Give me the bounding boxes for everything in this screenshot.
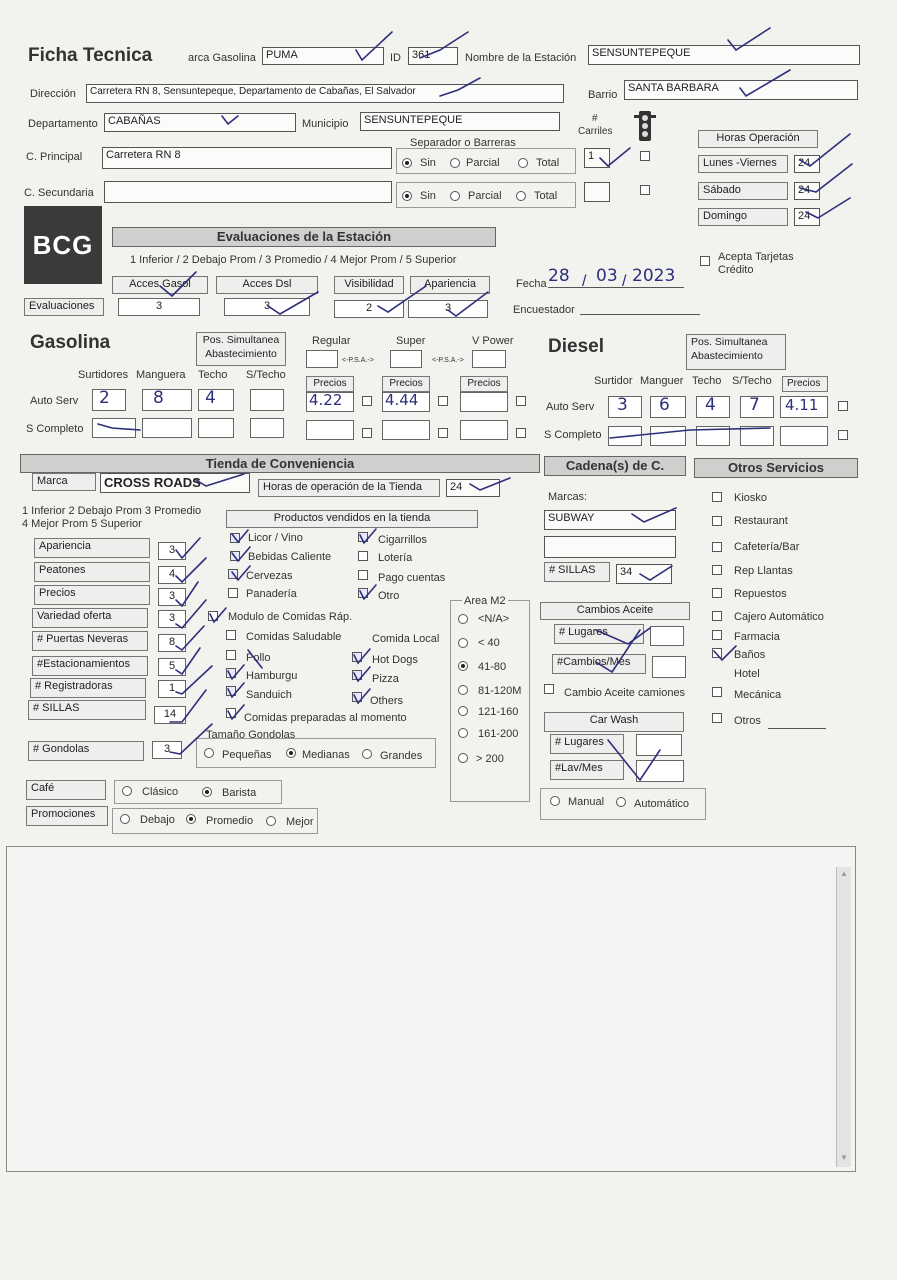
area-200-radio[interactable] bbox=[458, 753, 468, 763]
carriles-secundaria-field[interactable] bbox=[584, 182, 610, 202]
area-40-radio[interactable] bbox=[458, 638, 468, 648]
fecha-sep-2: / bbox=[622, 273, 627, 290]
notes-scrollbar[interactable] bbox=[836, 867, 851, 1167]
srv-hotel-label: Hotel bbox=[734, 668, 760, 680]
food-hotdogs-label: Hot Dogs bbox=[372, 654, 418, 666]
cadena-sillas-label: # SILLAS bbox=[544, 562, 610, 582]
rating-variedad-select[interactable]: 3 bbox=[158, 610, 186, 628]
horas-dom-field[interactable]: 24 bbox=[794, 208, 820, 226]
rating-puertas-label: # Puertas Neveras bbox=[32, 631, 148, 651]
promo-debajo-radio[interactable] bbox=[120, 814, 130, 824]
gas-comp-regular-checkbox[interactable] bbox=[362, 428, 372, 438]
carwash-manual-label: Manual bbox=[568, 796, 605, 808]
srv-banos-label: Baños bbox=[734, 649, 766, 661]
tienda-horas-label: Horas de operación de la Tienda bbox=[258, 479, 440, 497]
area-41-80-radio[interactable] bbox=[458, 661, 468, 671]
secundaria-field[interactable] bbox=[104, 181, 392, 203]
eval-col-acces-gasol: Acces Gasol bbox=[112, 276, 208, 294]
gasolina-regular: Regular bbox=[312, 335, 351, 347]
area-161-200-radio[interactable] bbox=[458, 728, 468, 738]
rating-registradoras-label: # Registradoras bbox=[30, 678, 146, 698]
prod-pago-checkbox[interactable] bbox=[358, 570, 368, 580]
gas-auto-techo-field[interactable] bbox=[198, 389, 234, 411]
rating-peatones-select[interactable]: 4 bbox=[158, 566, 186, 584]
food-hotdogs-checkbox[interactable] bbox=[352, 652, 362, 662]
srv-otros-field[interactable] bbox=[768, 728, 826, 729]
area-opt-41-80: 41-80 bbox=[478, 661, 507, 673]
dsl-auto-surtidor-field[interactable] bbox=[608, 396, 642, 418]
srv-repuestos-label: Repuestos bbox=[734, 588, 787, 600]
cafe-barista-label: Barista bbox=[222, 787, 257, 799]
carwash-lav-label: #Lav/Mes bbox=[550, 760, 624, 780]
fecha-anio[interactable]: 2023 bbox=[632, 266, 676, 286]
eval-apariencia-select[interactable]: 3 bbox=[408, 300, 488, 318]
srv-repuestos-checkbox[interactable] bbox=[712, 588, 722, 598]
carwash-lav-field[interactable] bbox=[636, 760, 684, 782]
dsl-auto-stecho-field[interactable] bbox=[740, 396, 774, 418]
rating-variedad-label: Variedad oferta bbox=[32, 608, 148, 628]
prod-licor-checkbox[interactable] bbox=[230, 533, 240, 543]
rating-estacionamientos-label: #Estacionamientos bbox=[32, 656, 148, 676]
carriles-label: Carriles bbox=[578, 126, 613, 137]
horas-sab-field[interactable]: 24 bbox=[794, 182, 820, 200]
food-pizza-checkbox[interactable] bbox=[352, 670, 362, 680]
tamano-grandes-label: Grandes bbox=[380, 750, 423, 762]
principal-field[interactable]: Carretera RN 8 bbox=[102, 147, 392, 169]
municipio-field[interactable]: SENSUNTEPEQUE bbox=[360, 112, 560, 131]
dsl-comp-surtidor[interactable] bbox=[608, 426, 642, 446]
area-opt-161-200: 161-200 bbox=[478, 728, 519, 740]
carwash-lugares-label: # Lugares bbox=[550, 734, 624, 754]
cafe-barista-radio[interactable] bbox=[202, 787, 212, 797]
gasolina-vpower: V Power bbox=[472, 335, 514, 347]
tienda-title: Tienda de Conveniencia bbox=[20, 454, 540, 473]
tamano-pequenas-label: Pequeñas bbox=[222, 749, 272, 761]
rating-precios-label: Precios bbox=[34, 585, 150, 605]
comidas-saludable-checkbox[interactable] bbox=[226, 630, 236, 640]
estacion-label: Nombre de la Estación bbox=[465, 52, 577, 64]
dsl-col-manguer: Manguer bbox=[640, 375, 684, 387]
gas-comp-vpower-checkbox[interactable] bbox=[516, 428, 526, 438]
evaluaciones-scale: 1 Inferior / 2 Debajo Prom / 3 Promedio / 4 Mejor Prom / 5 Superior bbox=[130, 254, 457, 266]
scroll-up-icon[interactable]: ▲ bbox=[840, 869, 848, 878]
promo-label: Promociones bbox=[26, 806, 108, 826]
precios-regular-label: Precios bbox=[306, 376, 354, 392]
aceite-camiones-checkbox[interactable] bbox=[544, 684, 554, 694]
gas-auto-manguera-value: 8 bbox=[153, 388, 164, 408]
dsl-auto-surtidor-value: 3 bbox=[617, 395, 628, 415]
encuestador-field[interactable] bbox=[580, 314, 700, 315]
gas-precio-vpower-checkbox[interactable] bbox=[516, 396, 526, 406]
psa-vpower-field[interactable] bbox=[472, 350, 506, 368]
rating-apariencia-label: Apariencia bbox=[34, 538, 150, 558]
food-others-label: Others bbox=[370, 695, 404, 707]
area-121-160-radio[interactable] bbox=[458, 706, 468, 716]
promo-promedio-label: Promedio bbox=[206, 815, 254, 827]
rating-puertas-field[interactable]: 8 bbox=[158, 634, 186, 652]
tarjetas-label: Acepta Tarjetas Crédito bbox=[718, 251, 794, 276]
gas-auto-surtidores-value: 2 bbox=[99, 388, 110, 408]
prod-panaderia-label: Panadería bbox=[246, 588, 297, 600]
aceite-camiones-label: Cambio Aceite camiones bbox=[564, 687, 686, 699]
rating-sillas-field[interactable]: 14 bbox=[154, 706, 186, 724]
srv-farmacia-checkbox[interactable] bbox=[712, 630, 722, 640]
tarjetas-checkbox[interactable] bbox=[700, 256, 710, 266]
srv-kiosko-label: Kiosko bbox=[734, 492, 768, 504]
prod-bebidas-checkbox[interactable] bbox=[230, 551, 240, 561]
eval-col-apariencia: Apariencia bbox=[410, 276, 490, 294]
prod-pago-label: Pago cuentas bbox=[378, 572, 446, 584]
comidas-rapidas-checkbox[interactable] bbox=[208, 611, 218, 621]
dsl-comp-techo[interactable] bbox=[696, 426, 730, 446]
srv-otros-label: Otros bbox=[734, 715, 761, 727]
estacion-field[interactable]: SENSUNTEPEQUE bbox=[588, 45, 860, 65]
gas-col-manguera: Manguera bbox=[136, 369, 186, 381]
prod-cigarrillos-label: Cigarrillos bbox=[378, 534, 427, 546]
sep-principal-parcial-radio[interactable] bbox=[450, 158, 460, 168]
principal-label: C. Principal bbox=[26, 151, 83, 163]
cafe-group bbox=[114, 780, 282, 804]
marca-label: arca Gasolina bbox=[188, 52, 256, 64]
prod-panaderia-checkbox[interactable] bbox=[228, 588, 238, 598]
gas-col-techo: Techo bbox=[198, 369, 228, 381]
gas-col-surtidores: Surtidores bbox=[78, 369, 129, 381]
srv-cafeteria-label: Cafetería/Bar bbox=[734, 541, 800, 553]
id-field[interactable]: 361 bbox=[408, 47, 458, 65]
rating-sillas-label: # SILLAS bbox=[28, 700, 146, 720]
marca-field[interactable]: PUMA bbox=[262, 47, 384, 65]
srv-llantas-checkbox[interactable] bbox=[712, 565, 722, 575]
psa-regular-field[interactable] bbox=[306, 350, 338, 368]
gas-comp-super-checkbox[interactable] bbox=[438, 428, 448, 438]
gas-comp-precio-regular[interactable] bbox=[306, 420, 354, 440]
encuestador-label: Encuestador bbox=[513, 304, 575, 316]
cafe-clasico-radio[interactable] bbox=[122, 786, 132, 796]
fecha-dia[interactable]: 28 bbox=[548, 266, 570, 286]
page-title: Ficha Tecnica bbox=[28, 45, 153, 66]
dsl-completo-label: S Completo bbox=[544, 429, 602, 441]
food-hamburgu-label: Hamburgu bbox=[246, 670, 298, 682]
srv-farmacia-label: Farmacia bbox=[734, 631, 780, 643]
dsl-precio-value: 4.11 bbox=[785, 396, 819, 414]
diesel-title: Diesel bbox=[548, 336, 604, 357]
dsl-auto-label: Auto Serv bbox=[546, 401, 595, 413]
srv-restaurant-checkbox[interactable] bbox=[712, 516, 722, 526]
gas-precio-super-checkbox[interactable] bbox=[438, 396, 448, 406]
preparadas-checkbox[interactable] bbox=[226, 708, 236, 718]
comidas-saludable-label: Comidas Saludable bbox=[246, 631, 342, 643]
departamento-field[interactable]: CABAÑAS bbox=[104, 113, 296, 132]
area-81-120-radio[interactable] bbox=[458, 685, 468, 695]
dsl-auto-manguer-field[interactable] bbox=[650, 396, 686, 418]
srv-otros-checkbox[interactable] bbox=[712, 713, 722, 723]
evaluaciones-label: Evaluaciones bbox=[24, 298, 104, 316]
promo-mejor-radio[interactable] bbox=[266, 816, 276, 826]
rating-peatones-label: Peatones bbox=[34, 562, 150, 582]
comidas-rapidas-label: Modulo de Comidas Ráp. bbox=[228, 611, 353, 623]
food-pollo-label: Pollo bbox=[246, 652, 271, 664]
area-opt-121-160: 121-160 bbox=[478, 706, 519, 718]
prod-bebidas-label: Bebidas Caliente bbox=[248, 551, 332, 563]
gas-comp-precio-super[interactable] bbox=[382, 420, 430, 440]
carriles-hash: # bbox=[592, 113, 598, 124]
tamano-pequenas-radio[interactable] bbox=[204, 748, 214, 758]
dsl-comp-precio[interactable] bbox=[780, 426, 828, 446]
notes-textarea[interactable] bbox=[6, 846, 856, 1172]
tienda-marca-field[interactable]: CROSS ROADS bbox=[100, 473, 250, 493]
cadena-marca1-field[interactable]: SUBWAY bbox=[544, 510, 676, 530]
gasolina-super: Super bbox=[396, 335, 426, 347]
food-others-checkbox[interactable] bbox=[352, 692, 362, 702]
food-hamburgu-checkbox[interactable] bbox=[226, 668, 236, 678]
gondolas-label: # Gondolas bbox=[28, 741, 144, 761]
srv-llantas-label: Rep Llantas bbox=[734, 565, 793, 577]
gas-comp-manguera-field[interactable] bbox=[142, 418, 192, 438]
gondolas-field[interactable]: 3 bbox=[152, 741, 182, 759]
sep-secundaria-sin-radio[interactable] bbox=[402, 191, 412, 201]
area-opt-200: > 200 bbox=[476, 753, 504, 765]
dsl-col-techo: Techo bbox=[692, 375, 722, 387]
dsl-comp-checkbox[interactable] bbox=[838, 430, 848, 440]
principal-semaforo-checkbox[interactable] bbox=[640, 151, 650, 161]
sep-principal-total-radio[interactable] bbox=[518, 158, 528, 168]
prod-cervezas-checkbox[interactable] bbox=[228, 569, 238, 579]
sep-secundaria-total-radio[interactable] bbox=[516, 191, 526, 201]
eval-acces-dsl-select[interactable]: 3 bbox=[224, 298, 310, 316]
tamano-title: Tamaño Gondolas bbox=[206, 729, 296, 741]
area-opt-81-120: 81-120M bbox=[478, 685, 522, 697]
srv-cajero-label: Cajero Automático bbox=[734, 611, 824, 623]
tamano-medianas-label: Medianas bbox=[302, 749, 350, 761]
carwash-manual-radio[interactable] bbox=[550, 796, 560, 806]
cadena-sillas-field[interactable]: 34 bbox=[616, 564, 672, 584]
area-title: Area M2 bbox=[464, 595, 506, 607]
cafe-clasico-label: Clásico bbox=[142, 786, 179, 798]
gas-auto-label: Auto Serv bbox=[30, 395, 79, 407]
area-group bbox=[450, 600, 530, 802]
tamano-medianas-radio[interactable] bbox=[286, 748, 296, 758]
carwash-lugares-field[interactable] bbox=[636, 734, 682, 756]
area-na-radio[interactable] bbox=[458, 614, 468, 624]
gas-auto-techo-value: 4 bbox=[205, 388, 216, 408]
tienda-scale-1: 1 Inferior 2 Debajo Prom 3 Promedio bbox=[22, 505, 202, 517]
direccion-field[interactable]: Carretera RN 8, Sensuntepeque, Departamento de Cabañas, El Salvador bbox=[86, 84, 564, 103]
srv-mecanica-label: Mecánica bbox=[734, 689, 782, 701]
evaluaciones-title: Evaluaciones de la Estación bbox=[112, 227, 496, 247]
aceite-cambios-label: #Cambios/Mes bbox=[552, 654, 646, 674]
cadena-marca2-field[interactable] bbox=[544, 536, 676, 558]
srv-kiosko-checkbox[interactable] bbox=[712, 492, 722, 502]
barrio-label: Barrio bbox=[588, 89, 618, 101]
gas-comp-surtidores-field[interactable] bbox=[92, 418, 136, 438]
srv-restaurant-label: Restaurant bbox=[734, 515, 788, 527]
precios-vpower-label: Precios bbox=[460, 376, 508, 392]
direccion-label: Dirección bbox=[30, 88, 76, 100]
dsl-auto-techo-value: 4 bbox=[705, 395, 716, 415]
servicios-title: Otros Servicios bbox=[694, 458, 858, 478]
eval-visibilidad-select[interactable]: 2 bbox=[334, 300, 404, 318]
horas-dom-label: Domingo bbox=[698, 208, 788, 226]
sep-secundaria-parcial-radio[interactable] bbox=[450, 191, 460, 201]
sep2-opt-total: Total bbox=[534, 190, 558, 202]
srv-mecanica-checkbox[interactable] bbox=[712, 687, 722, 697]
promo-mejor-label: Mejor bbox=[286, 816, 314, 828]
horas-sab-label: Sábado bbox=[698, 182, 788, 200]
dsl-comp-manguer[interactable] bbox=[650, 426, 686, 446]
dsl-precio-checkbox[interactable] bbox=[838, 401, 848, 411]
gas-completo-label: S Completo bbox=[26, 423, 84, 435]
fecha-mes[interactable]: 03 bbox=[596, 266, 618, 286]
promo-promedio-radio[interactable] bbox=[186, 814, 196, 824]
horas-lv-label: Lunes -Viernes bbox=[698, 155, 788, 173]
gas-auto-surtidores-field[interactable] bbox=[92, 389, 126, 411]
srv-cajero-checkbox[interactable] bbox=[712, 611, 722, 621]
aceite-title: Cambios Aceite bbox=[540, 602, 690, 620]
comida-local-label: Comida Local bbox=[372, 633, 440, 645]
area-opt-40: < 40 bbox=[478, 637, 500, 649]
bcg-logo: BCG bbox=[24, 206, 102, 284]
secundaria-semaforo-checkbox[interactable] bbox=[640, 185, 650, 195]
prod-loteria-label: Lotería bbox=[378, 552, 413, 564]
diesel-pos-simultanea: Pos. Simultanea Abastecimiento bbox=[686, 334, 786, 370]
prod-otro-label: Otro bbox=[378, 590, 400, 602]
prod-cigarrillos-checkbox[interactable] bbox=[358, 532, 368, 542]
dsl-auto-stecho-value: 7 bbox=[749, 395, 760, 415]
rating-estacionamientos-field[interactable]: 5 bbox=[158, 658, 186, 676]
precios-super-label: Precios bbox=[382, 376, 430, 392]
sep-opt-total: Total bbox=[536, 157, 560, 169]
preparadas-label: Comidas preparadas al momento bbox=[244, 712, 407, 724]
gas-auto-stecho-field[interactable] bbox=[250, 389, 284, 411]
dsl-auto-techo-field[interactable] bbox=[696, 396, 730, 418]
tamano-grandes-radio[interactable] bbox=[362, 749, 372, 759]
sep-principal-sin-radio[interactable] bbox=[402, 158, 412, 168]
carriles-principal-field[interactable]: 1 bbox=[584, 148, 610, 168]
tienda-horas-field[interactable]: 24 bbox=[446, 479, 500, 497]
sep2-opt-sin: Sin bbox=[420, 190, 436, 202]
prod-licor-label: Licor / Vino bbox=[248, 532, 303, 544]
gas-precio-regular-field[interactable] bbox=[306, 392, 354, 412]
gas-comp-precio-vpower[interactable] bbox=[460, 420, 508, 440]
psa-label-2: <-P.S.A.-> bbox=[432, 357, 464, 364]
gas-precio-super-field[interactable] bbox=[382, 392, 430, 412]
psa-super-field[interactable] bbox=[390, 350, 422, 368]
eval-col-acces-dsl: Acces Dsl bbox=[216, 276, 318, 294]
dsl-precio-field[interactable] bbox=[780, 396, 828, 418]
dsl-comp-stecho[interactable] bbox=[740, 426, 774, 446]
cadena-marcas-label: Marcas: bbox=[548, 491, 588, 503]
gas-comp-techo-field[interactable] bbox=[198, 418, 234, 438]
eval-acces-gasol-select[interactable]: 3 bbox=[118, 298, 200, 316]
psa-label-1: <-P.S.A.-> bbox=[342, 357, 374, 364]
food-pizza-label: Pizza bbox=[372, 673, 399, 685]
departamento-label: Departamento bbox=[28, 118, 98, 130]
rating-precios-select[interactable]: 3 bbox=[158, 588, 186, 606]
dsl-col-stecho: S/Techo bbox=[732, 375, 772, 387]
separador-title: Separador o Barreras bbox=[410, 137, 516, 149]
secundaria-label: C. Secundaria bbox=[24, 187, 94, 199]
gas-col-stecho: S/Techo bbox=[246, 369, 286, 381]
aceite-lugares-field[interactable] bbox=[650, 626, 684, 646]
promo-debajo-label: Debajo bbox=[140, 814, 175, 826]
food-sanduich-checkbox[interactable] bbox=[226, 686, 236, 696]
area-opt-na: <N/A> bbox=[478, 613, 510, 625]
sep2-opt-parcial: Parcial bbox=[468, 190, 502, 202]
gasolina-title: Gasolina bbox=[30, 332, 111, 353]
eval-col-visibilidad: Visibilidad bbox=[334, 276, 404, 294]
barrio-field[interactable]: SANTA BARBARA bbox=[624, 80, 858, 100]
scroll-down-icon[interactable]: ▼ bbox=[840, 1153, 848, 1162]
gas-precio-regular-checkbox[interactable] bbox=[362, 396, 372, 406]
aceite-lugares-label: # Lugares bbox=[554, 624, 644, 644]
gasolina-pos-simultanea: Pos. Simultanea Abastecimiento bbox=[196, 332, 286, 366]
fecha-label: Fecha bbox=[516, 278, 547, 290]
productos-title: Productos vendidos en la tienda bbox=[226, 510, 478, 528]
rating-registradoras-field[interactable]: 1 bbox=[158, 680, 186, 698]
fecha-sep-1: / bbox=[582, 273, 587, 290]
prod-otro-checkbox[interactable] bbox=[358, 588, 368, 598]
dsl-auto-manguer-value: 6 bbox=[659, 395, 670, 415]
aceite-cambios-field[interactable] bbox=[652, 656, 686, 678]
srv-banos-checkbox[interactable] bbox=[712, 648, 722, 658]
carwash-automatico-label: Automático bbox=[634, 798, 690, 810]
food-pollo-checkbox[interactable] bbox=[226, 650, 236, 660]
rating-apariencia-select[interactable]: 3 bbox=[158, 542, 186, 560]
gas-precio-regular-value: 4.22 bbox=[309, 391, 343, 409]
prod-cervezas-label: Cervezas bbox=[246, 570, 293, 582]
food-sanduich-label: Sanduich bbox=[246, 689, 292, 701]
id-label: ID bbox=[390, 52, 401, 64]
gas-precio-super-value: 4.44 bbox=[385, 391, 419, 409]
municipio-label: Municipio bbox=[302, 118, 349, 130]
tienda-marca-label: Marca bbox=[32, 473, 96, 491]
tienda-scale-2: 4 Mejor Prom 5 Superior bbox=[22, 518, 142, 530]
dsl-col-surtidor: Surtidor bbox=[594, 375, 633, 387]
srv-cafeteria-checkbox[interactable] bbox=[712, 542, 722, 552]
gas-precio-vpower-field[interactable] bbox=[460, 392, 508, 412]
horas-lv-field[interactable]: 24 bbox=[794, 155, 820, 173]
cafe-label: Café bbox=[26, 780, 106, 800]
prod-loteria-checkbox[interactable] bbox=[358, 551, 368, 561]
carwash-automatico-radio[interactable] bbox=[616, 797, 626, 807]
cadena-title: Cadena(s) de C. bbox=[544, 456, 686, 476]
gas-comp-stecho-field[interactable] bbox=[250, 418, 284, 438]
horas-title: Horas Operación bbox=[698, 130, 818, 148]
sep-opt-sin: Sin bbox=[420, 157, 436, 169]
gas-auto-manguera-field[interactable] bbox=[142, 389, 192, 411]
fecha-line bbox=[548, 287, 684, 288]
carwash-title: Car Wash bbox=[544, 712, 684, 732]
dsl-precios-label: Precios bbox=[782, 376, 828, 392]
sep-opt-parcial: Parcial bbox=[466, 157, 500, 169]
traffic-light-icon bbox=[632, 110, 658, 144]
